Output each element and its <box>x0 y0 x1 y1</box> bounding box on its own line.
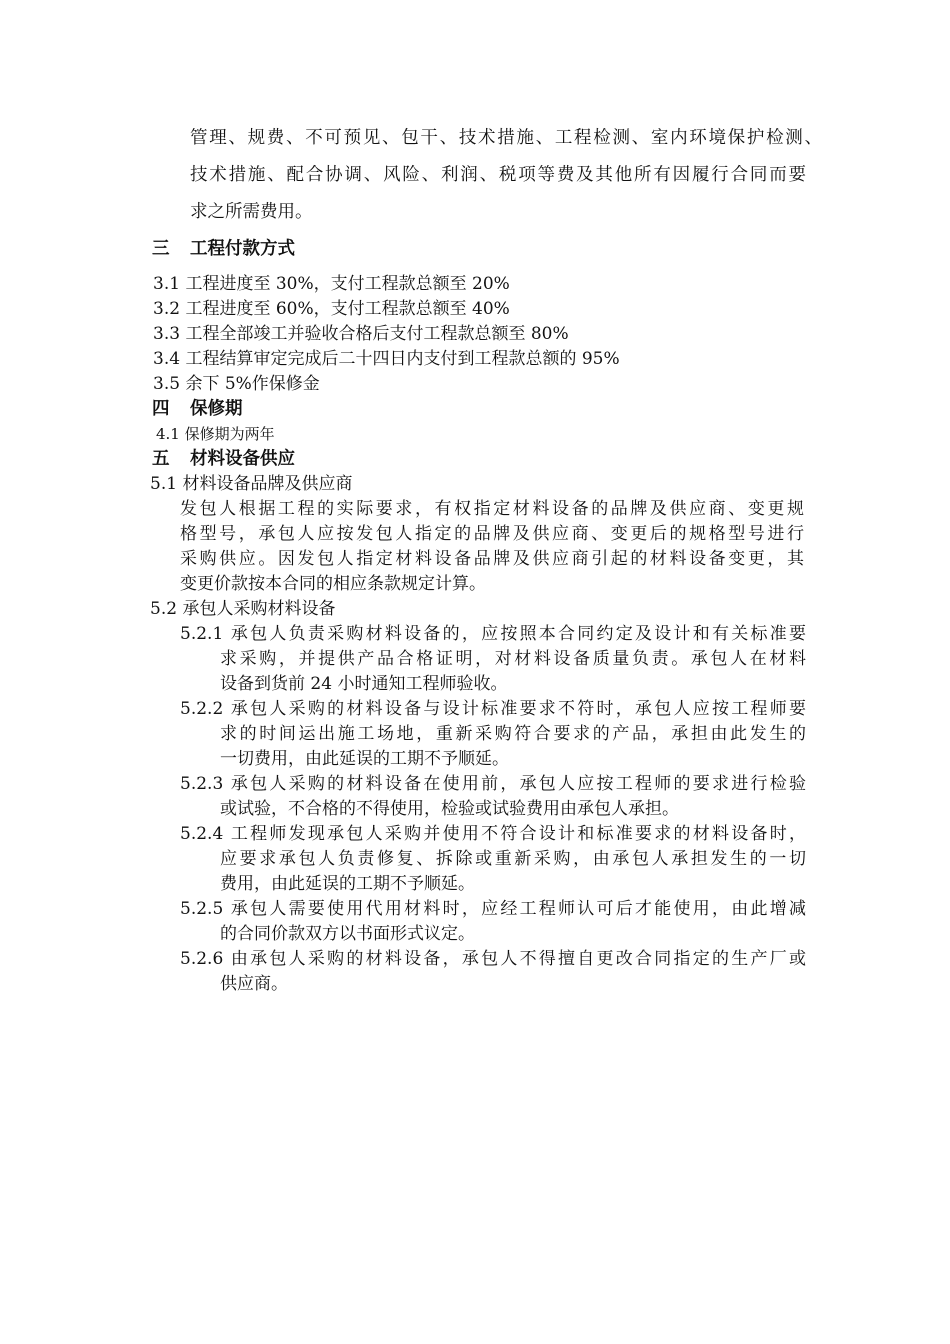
clause-line: 5.2.4 工程师发现承包人采购并使用不符合设计和标准要求的材料设备时， <box>180 824 806 844</box>
section-title: 保修期 <box>190 399 243 419</box>
clause-line: 一切费用，由此延误的工期不予顺延。 <box>220 749 509 769</box>
payment-item: 3.3 工程全部竣工并验收合格后支付工程款总额至 80% <box>153 324 569 344</box>
section-title: 工程付款方式 <box>190 239 295 259</box>
clause-line: 设备到货前 24 小时通知工程师验收。 <box>220 674 508 694</box>
section-heading <box>152 448 295 470</box>
intro-line: 管理、规费、不可预见、包干、技术措施、工程检测、室内环境保护检测、 <box>190 128 822 148</box>
subsection-heading: 5.1 材料设备品牌及供应商 <box>150 474 353 494</box>
clause-line: 5.2.5 承包人需要使用代用材料时，应经工程师认可后才能使用，由此增减 <box>180 899 806 919</box>
clause-line: 5.2.3 承包人采购的材料设备在使用前，承包人应按工程师的要求进行检验 <box>180 774 806 794</box>
payment-item: 3.4 工程结算审定完成后二十四日内支付到工程款总额的 95% <box>153 349 620 369</box>
clause-line: 的合同价款双方以书面形式议定。 <box>220 924 475 944</box>
clause-line: 供应商。 <box>220 974 288 994</box>
subsection-heading: 5.2 承包人采购材料设备 <box>150 599 336 619</box>
intro-line: 技术措施、配合协调、风险、利润、税项等费及其他所有因履行合同而要 <box>190 165 806 185</box>
payment-item: 3.1 工程进度至 30%，支付工程款总额至 20% <box>153 274 510 294</box>
section-heading <box>152 238 295 260</box>
section-number: 三 <box>152 239 170 259</box>
section-number: 四 <box>152 399 170 419</box>
clause-line: 求采购，并提供产品合格证明，对材料设备质量负责。承包人在材料 <box>220 649 806 669</box>
clause-line: 或试验，不合格的不得使用，检验或试验费用由承包人承担。 <box>220 799 679 819</box>
clause-line: 求的时间运出施工场地，重新采购符合要求的产品，承担由此发生的 <box>220 724 806 744</box>
payment-item: 3.2 工程进度至 60%，支付工程款总额至 40% <box>153 299 510 319</box>
paragraph-line: 变更价款按本合同的相应条款规定计算。 <box>180 574 486 594</box>
section-heading <box>152 398 243 420</box>
section-title: 材料设备供应 <box>190 449 295 469</box>
paragraph-line: 发包人根据工程的实际要求，有权指定材料设备的品牌及供应商、变更规 <box>180 499 804 519</box>
section-number: 五 <box>152 449 170 469</box>
clause-line: 5.2.1 承包人负责采购材料设备的，应按照本合同约定及设计和有关标准要 <box>180 624 806 644</box>
clause-line: 应要求承包人负责修复、拆除或重新采购，由承包人承担发生的一切 <box>220 849 806 869</box>
paragraph-line: 格型号，承包人应按发包人指定的品牌及供应商、变更后的规格型号进行 <box>180 524 804 544</box>
warranty-item: 4.1 保修期为两年 <box>156 425 275 443</box>
intro-line: 求之所需费用。 <box>190 202 313 222</box>
clause-line: 费用，由此延误的工期不予顺延。 <box>220 874 475 894</box>
clause-line: 5.2.6 由承包人采购的材料设备，承包人不得擅自更改合同指定的生产厂或 <box>180 949 806 969</box>
paragraph-line: 采购供应。因发包人指定材料设备品牌及供应商引起的材料设备变更，其 <box>180 549 804 569</box>
payment-item: 3.5 余下 5%作保修金 <box>153 374 320 394</box>
clause-line: 5.2.2 承包人采购的材料设备与设计标准要求不符时，承包人应按工程师要 <box>180 699 806 719</box>
